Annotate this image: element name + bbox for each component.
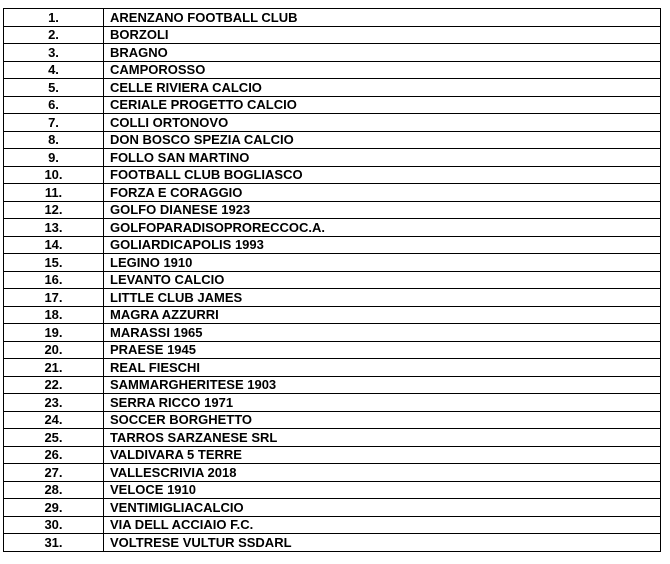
- row-number: 7.: [4, 114, 104, 132]
- table-row: [4, 534, 661, 552]
- table-row: [4, 44, 661, 62]
- club-name: DON BOSCO SPEZIA CALCIO: [104, 131, 661, 149]
- table-row: [4, 289, 661, 307]
- row-number: 12.: [4, 201, 104, 219]
- row-number: 25.: [4, 429, 104, 447]
- club-name: BORZOLI: [104, 26, 661, 44]
- row-number: 1.: [4, 9, 104, 27]
- club-name: VELOCE 1910: [104, 481, 661, 499]
- table-row: [4, 306, 661, 324]
- row-number: 3.: [4, 44, 104, 62]
- club-name: SERRA RICCO 1971: [104, 394, 661, 412]
- table-row: [4, 271, 661, 289]
- row-number: 14.: [4, 236, 104, 254]
- row-number: 27.: [4, 464, 104, 482]
- row-number: 9.: [4, 149, 104, 167]
- row-number: 13.: [4, 219, 104, 237]
- table-row: [4, 219, 661, 237]
- club-name: CERIALE PROGETTO CALCIO: [104, 96, 661, 114]
- club-name: COLLI ORTONOVO: [104, 114, 661, 132]
- club-list-table: [3, 8, 661, 552]
- row-number: 2.: [4, 26, 104, 44]
- table-row: [4, 114, 661, 132]
- club-name: VENTIMIGLIACALCIO: [104, 499, 661, 517]
- table-row: [4, 131, 661, 149]
- club-name: GOLFOPARADISOPRORECCOC.A.: [104, 219, 661, 237]
- table-row: [4, 499, 661, 517]
- row-number: 24.: [4, 411, 104, 429]
- row-number: 20.: [4, 341, 104, 359]
- row-number: 29.: [4, 499, 104, 517]
- row-number: 10.: [4, 166, 104, 184]
- row-number: 15.: [4, 254, 104, 272]
- table-row: [4, 254, 661, 272]
- table-row: [4, 96, 661, 114]
- club-name: MAGRA AZZURRI: [104, 306, 661, 324]
- club-name: SOCCER BORGHETTO: [104, 411, 661, 429]
- club-name: TARROS SARZANESE SRL: [104, 429, 661, 447]
- row-number: 17.: [4, 289, 104, 307]
- club-name: VOLTRESE VULTUR SSDARL: [104, 534, 661, 552]
- row-number: 11.: [4, 184, 104, 202]
- table-row: [4, 201, 661, 219]
- table-row: [4, 79, 661, 97]
- club-name: VIA DELL ACCIAIO F.C.: [104, 516, 661, 534]
- table-row: [4, 359, 661, 377]
- club-name: LITTLE CLUB JAMES: [104, 289, 661, 307]
- club-list-body: [4, 9, 661, 552]
- table-row: [4, 394, 661, 412]
- club-name: FORZA E CORAGGIO: [104, 184, 661, 202]
- table-row: [4, 61, 661, 79]
- club-name: ARENZANO FOOTBALL CLUB: [104, 9, 661, 27]
- table-row: [4, 166, 661, 184]
- table-row: [4, 236, 661, 254]
- row-number: 30.: [4, 516, 104, 534]
- club-name: SAMMARGHERITESE 1903: [104, 376, 661, 394]
- table-row: [4, 9, 661, 27]
- row-number: 18.: [4, 306, 104, 324]
- row-number: 4.: [4, 61, 104, 79]
- table-row: [4, 429, 661, 447]
- row-number: 31.: [4, 534, 104, 552]
- club-name: CELLE RIVIERA CALCIO: [104, 79, 661, 97]
- club-name: CAMPOROSSO: [104, 61, 661, 79]
- table-row: [4, 149, 661, 167]
- row-number: 16.: [4, 271, 104, 289]
- table-row: [4, 184, 661, 202]
- table-row: [4, 26, 661, 44]
- club-name: PRAESE 1945: [104, 341, 661, 359]
- row-number: 22.: [4, 376, 104, 394]
- club-name: MARASSI 1965: [104, 324, 661, 342]
- club-name: GOLFO DIANESE 1923: [104, 201, 661, 219]
- club-name: LEGINO 1910: [104, 254, 661, 272]
- row-number: 5.: [4, 79, 104, 97]
- club-name: VALLESCRIVIA 2018: [104, 464, 661, 482]
- row-number: 8.: [4, 131, 104, 149]
- club-name: GOLIARDICAPOLIS 1993: [104, 236, 661, 254]
- table-row: [4, 411, 661, 429]
- row-number: 28.: [4, 481, 104, 499]
- table-row: [4, 516, 661, 534]
- row-number: 21.: [4, 359, 104, 377]
- row-number: 6.: [4, 96, 104, 114]
- row-number: 26.: [4, 446, 104, 464]
- table-row: [4, 481, 661, 499]
- club-name: VALDIVARA 5 TERRE: [104, 446, 661, 464]
- club-name: FOOTBALL CLUB BOGLIASCO: [104, 166, 661, 184]
- table-row: [4, 341, 661, 359]
- club-name: FOLLO SAN MARTINO: [104, 149, 661, 167]
- table-row: [4, 376, 661, 394]
- club-name: BRAGNO: [104, 44, 661, 62]
- row-number: 19.: [4, 324, 104, 342]
- club-name: LEVANTO CALCIO: [104, 271, 661, 289]
- row-number: 23.: [4, 394, 104, 412]
- table-row: [4, 464, 661, 482]
- table-row: [4, 446, 661, 464]
- table-row: [4, 324, 661, 342]
- club-name: REAL FIESCHI: [104, 359, 661, 377]
